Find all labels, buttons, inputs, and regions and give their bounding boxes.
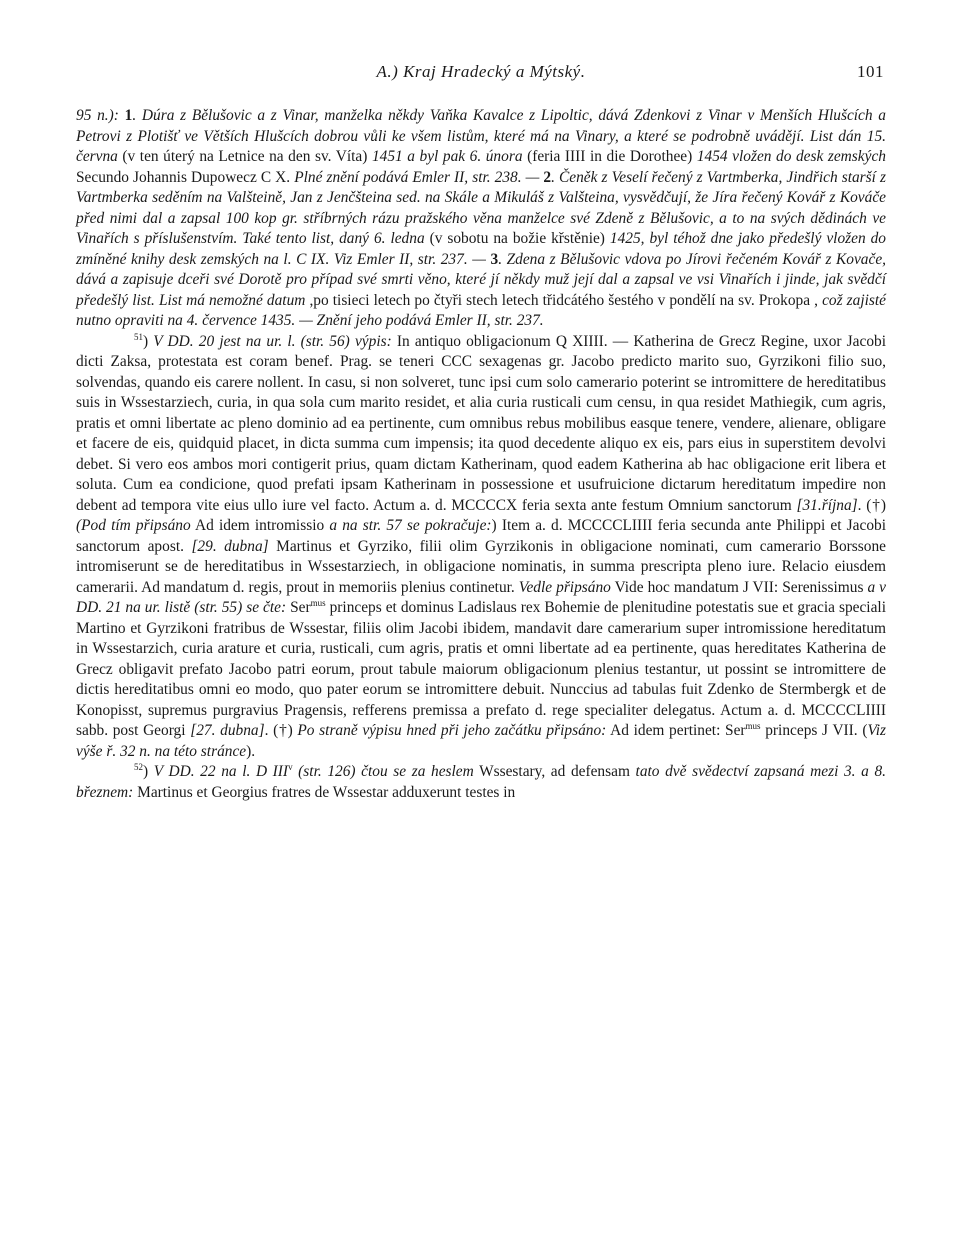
text-segment: Secundo Johannis Dupowecz C X.	[76, 168, 295, 186]
text-segment: (feria IIII in die Dorothee)	[522, 148, 697, 165]
text-segment: Ser	[286, 599, 311, 616]
text-segment: a na str. 57 se pokračuje:	[329, 517, 492, 534]
text-segment: In antiquo obligacionum Q XIIII. — Katherina de Grecz Regine, uxor Jacobi dicti Zaksa, protestata est coram benef. Prag. se teneri CCC sexagenas gr. Jacobo predicto marito suo, Gyrzikoni filio suo, solvendas, quando eis carere nollent. In casu, si non solveret, tunc ipsi cum solo camerario poterint se intromittere de hereditatibus suis in Wssestarziech, curia, in qua sola cum marito residet, et alia curia rusticali cum censu, in qua residet Mathiegik, cum agris, pratis et omni libertate ac pleno dominio ad ea pertinente, cum omnibus rebus mobilibus easque tenere, vendere, alienare, obligare et facere de eis, quidquid placet, in dicta summa cum impensis; ita quod decedente aliquo ex eis, pars eius in superstitem devolvi debet. Si vero eos ambos mori contigerit prius, quam dictam Katherinam, quod eadem Katherina ab hac obligacione erit libera et soluta. Cum ea condicione, quod prefati ipsam Katherinam in possessione et usufruicione dictarum hereditatum impedire non debent ad tempora vite eius ullo iure vel facto. Actum a. d. MCCCCX feria sexta ante festum Omnium sanctorum	[76, 332, 886, 514]
text-segment: . (†)	[857, 496, 886, 514]
text-segment: 3	[490, 250, 499, 268]
running-head	[76, 62, 886, 92]
text-segment: 51	[134, 331, 143, 342]
text-segment: . Dúra z Bělušovic a z Vinar, manželka někdy Vaňka Kavalce z Lipoltic, dává Zdenkovi z Vinar v Menších Hlušcích a Petrovi z Plotišť ve Větších Hlušcích dobrou vůli ke všem listům, které má na Vinary, a které se podrobně uvádějí. List dán 15. června	[76, 107, 886, 165]
footnote-50-continuation	[76, 106, 886, 332]
text-segment: Martinus et Gyrziko, filii olim Gyrzikonis in obligacione nominati, cum camerario Borssone intromiserunt se de hereditatibus in Wssestarziech, in obligacione nominatis, in summa prescripta pleno iure. Relacio eiusdem camerarii. Ad mandatum d. regis, prout in memoriis plenius continetur.	[76, 537, 887, 596]
text-segment: Wssestary, ad defensam	[473, 763, 636, 780]
text-segment: což zajisté nutno opraviti na 4. července 1435. — Znění jeho podává Emler II, str. 237.	[76, 291, 886, 329]
text-segment: . (†)	[264, 722, 298, 739]
text-segment: . Čeněk z Veselí řečený z Vartmberka, Jindřich starší z Vartmberka seděním na Valšteině, Jan z Jenčšteina sed. na Skále a Mikuláš z Valšteina, vysvědčují, že Jíra řečený Kovář z Kováče před nimi dal a zapsal 100 kop gr. stříbrných rázu pražského věna manželce své Zdeně z Bělušovic, a to na svých dědinách ve Vinařích s příslušenstvím. Také tento list, daný 6. ledna	[76, 168, 886, 247]
text-segment: Ad idem pertinet: Ser	[606, 722, 746, 739]
text-segment: )	[143, 332, 154, 350]
text-segment: V DD. 22 na l. D III	[153, 763, 289, 780]
text-segment: a v DD. 21 na ur. listě (str. 55) se čte:	[76, 578, 886, 616]
text-segment: ,po tisieci letech po čtyři stech letech třidcátého šestého v pondělí na sv. Prokopa ,	[305, 291, 823, 309]
text-segment: princeps J VII. (	[760, 722, 868, 739]
text-segment: Martinus et Georgius fratres de Wssestar adduxerunt testes in	[133, 783, 516, 801]
text-segment: 1451 a byl pak 6. února	[371, 148, 523, 165]
text-segment: princeps et dominus Ladislaus rex Bohemie de plenitudine potestatis sue et gracia speciali Martino et Gyrzikoni fratribus de Wssestar, filiis olim Jacobi ibidem, mandavit dare camerarium super intromissione hereditatum in Wssestarzich, curia arature et curia, rusticali, cum agris, pratis et omni libertate ad ea pertinente, quas hereditates Katherina de Grecz obligavit prefato Jacobo patri eorum, prout tabule maiorum obligacionum plenius testantur, ut possint se intromittere de dictis hereditatibus omni eo modo, quo pater eorum se intromittere debuit. Nunccius ad tabulas fuit Zdenko de Stermbergk et de Konopisst, supremus purgravius Pragensis, refferens premissa a prefato d. rege specialiter delegatus. Actum a. d. MCCCCLIIII sabb. post Georgi	[76, 599, 886, 739]
text-segment: Vide hoc mandatum J VII: Serenissimus	[610, 578, 868, 596]
text-segment: Plné znění podává Emler II, str. 238. —	[294, 168, 544, 186]
text-segment: (str. 126) čtou se za heslem	[292, 763, 474, 780]
text-segment: . Zdena z Bělušovic vdova po Jírovi řečeném Kovář z Kovače, dává a zapisuje dceři své Dorotě pro případ své smrti věno, které jí někdy muž její dal a zapsal ve vsi Vinařích i jinde, jak svědčí předešlý list. List má nemožné datum	[76, 250, 886, 309]
running-title: A.) Kraj Hradecký a Mýtský.	[376, 62, 586, 81]
text-segment: V DD. 20 jest na ur. l. (str. 56) výpis:	[153, 332, 392, 350]
text-segment: 2	[543, 168, 552, 186]
footnote-52	[76, 762, 886, 803]
text-segment: (v sobotu na božie křstěnie)	[424, 230, 610, 247]
text-segment: ).	[246, 742, 256, 760]
text-segment: mus	[745, 720, 761, 731]
text-segment: (Pod tím připsáno	[76, 517, 191, 534]
text-segment: 1425, byl téhož dne jako předešlý vložen do zmíněné knihy desk zemských na l. C IX. Viz Emler II, str. 237. —	[76, 230, 886, 268]
text-segment: 95 n.):	[76, 107, 125, 124]
page-number: 101	[857, 62, 884, 81]
text-segment: [27. dubna]	[190, 722, 265, 739]
text-segment: 1454 vložen do desk zemských	[696, 148, 886, 165]
text-segment: [31.října]	[796, 496, 858, 514]
text-segment: Ad idem intromissio	[190, 517, 330, 534]
text-segment: )	[143, 763, 154, 780]
text-segment: 1	[124, 107, 133, 124]
text-segment: (v ten úterý na Letnice na den sv. Víta)	[117, 148, 372, 165]
text-segment: mus	[310, 597, 326, 608]
text-segment: [29. dubna]	[191, 537, 269, 555]
text-segment: Po straně výpisu hned při jeho začátku připsáno:	[297, 722, 607, 739]
text-segment: tato dvě svědectví zapsaná mezi 3. a 8. březnem:	[76, 763, 887, 801]
text-segment: Viz výše ř. 32 n. na této stránce	[76, 722, 886, 760]
text-segment: v	[288, 761, 293, 772]
text-segment: ) Item a. d. MCCCCLIIII feria secunda ante Philippi et Jacobi sanctorum apost.	[76, 517, 886, 555]
footnote-text	[76, 106, 886, 803]
text-segment: Vedle připsáno	[518, 578, 611, 596]
footnote-51	[76, 332, 886, 763]
text-segment: 52	[134, 761, 143, 772]
